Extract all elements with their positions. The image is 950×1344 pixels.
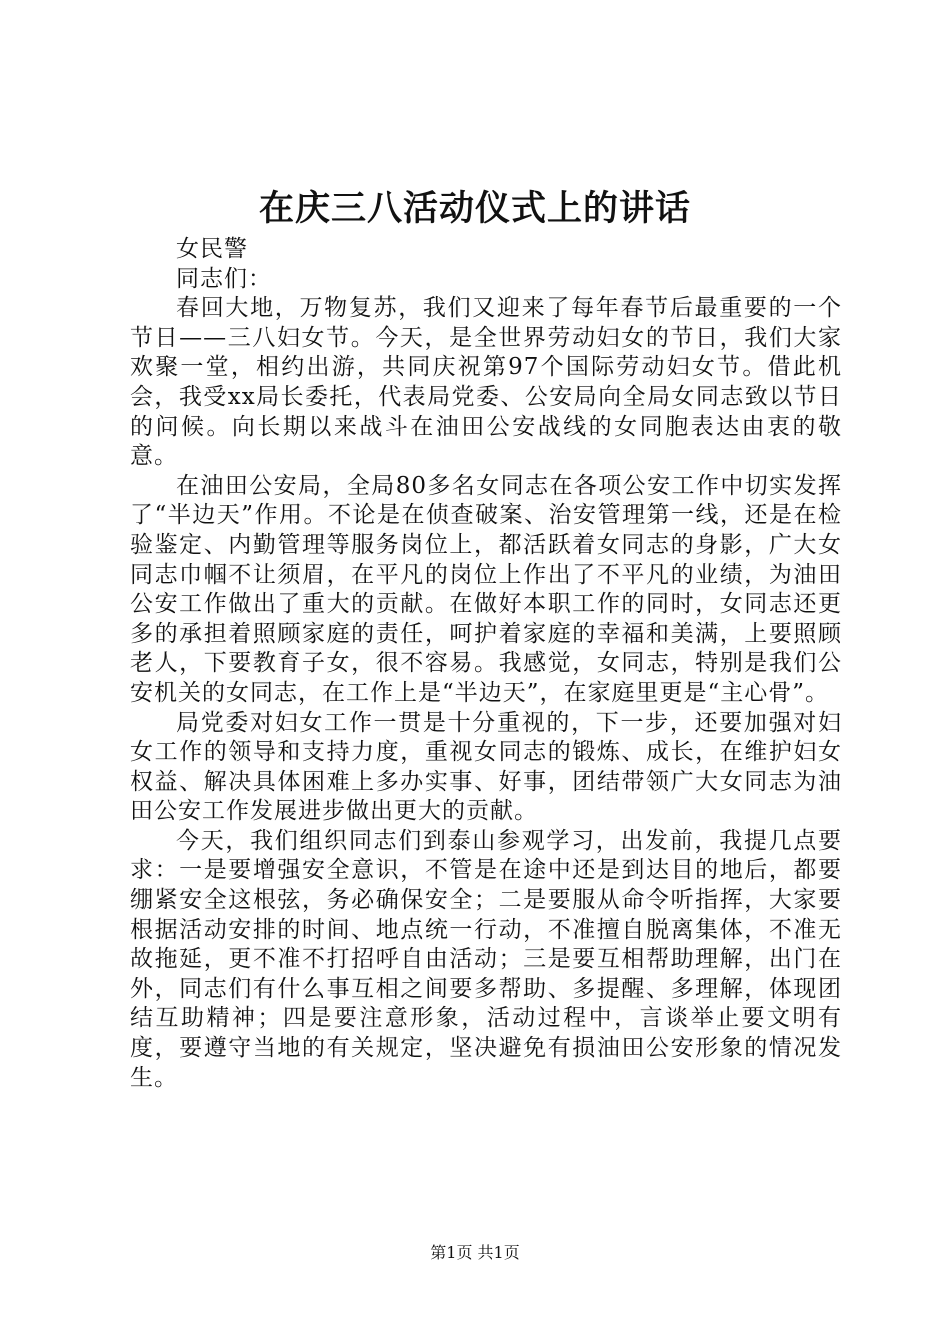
paragraph-1: 春回大地，万物复苏，我们又迎来了每年春节后最重要的一个节日——三八妇女节。今天，是全世界劳动妇女的节日，我们大家欢聚一堂，相约出游，共同庆祝第97个国际劳动妇女节。借此机会，我受xx局长委托，代表局党委、公安局向全局女同志致以节日的问候。向长期以来战斗在油田公安战线的女同胞表达由衷的敬意。	[130, 295, 842, 470]
document-title: 在庆三八活动仪式上的讲话	[258, 188, 691, 229]
salutation-line-1: 女民警	[176, 236, 248, 262]
page-number-footer: 第1页 共1页	[430, 1243, 520, 1262]
salutation-line-2: 同志们：	[176, 265, 272, 292]
document-body	[130, 235, 842, 1093]
paragraph-2: 在油田公安局，全局80多名女同志在各项公安工作中切实发挥了“半边天”作用。不论是在侦查破案、治安管理第一线，还是在检验鉴定、内勤管理等服务岗位上，都活跃着女同志的身影，广大女同志巾帼不让须眉，在平凡的岗位上作出了不平凡的业绩，为油田公安工作做出了重大的贡献。在做好本职工作的同时，女同志还更多的承担着照顾家庭的责任，呵护着家庭的幸福和美满，上要照顾老人，下要教育子女，很不容易。我感觉，女同志，特别是我们公安机关的女同志，在工作上是“半边天”，在家庭里更是“主心骨”。	[130, 472, 842, 706]
paragraph-3: 局党委对妇女工作一贯是十分重视的，下一步，还要加强对妇女工作的领导和支持力度，重视女同志的锻炼、成长，在维护妇女权益、解决具体困难上多办实事、好事，团结带领广大女同志为油田公安工作发展进步做出更大的贡献。	[130, 709, 842, 825]
paragraph-4: 今天，我们组织同志们到泰山参观学习，出发前，我提几点要求：一是要增强安全意识，不管是在途中还是到达目的地后，都要绷紧安全这根弦，务必确保安全；二是要服从命令听指挥，大家要根据活动安排的时间、地点统一行动，不准擅自脱离集体，不准无故拖延，更不准不打招呼自由活动；三是要互相帮助理解，出门在外，同志们有什么事互相之间要多帮助、多提醒、多理解，体现团结互助精神；四是要注意形象，活动过程中，言谈举止要文明有度，要遵守当地的有关规定，坚决避免有损油田公安形象的情况发生。	[130, 827, 842, 1091]
